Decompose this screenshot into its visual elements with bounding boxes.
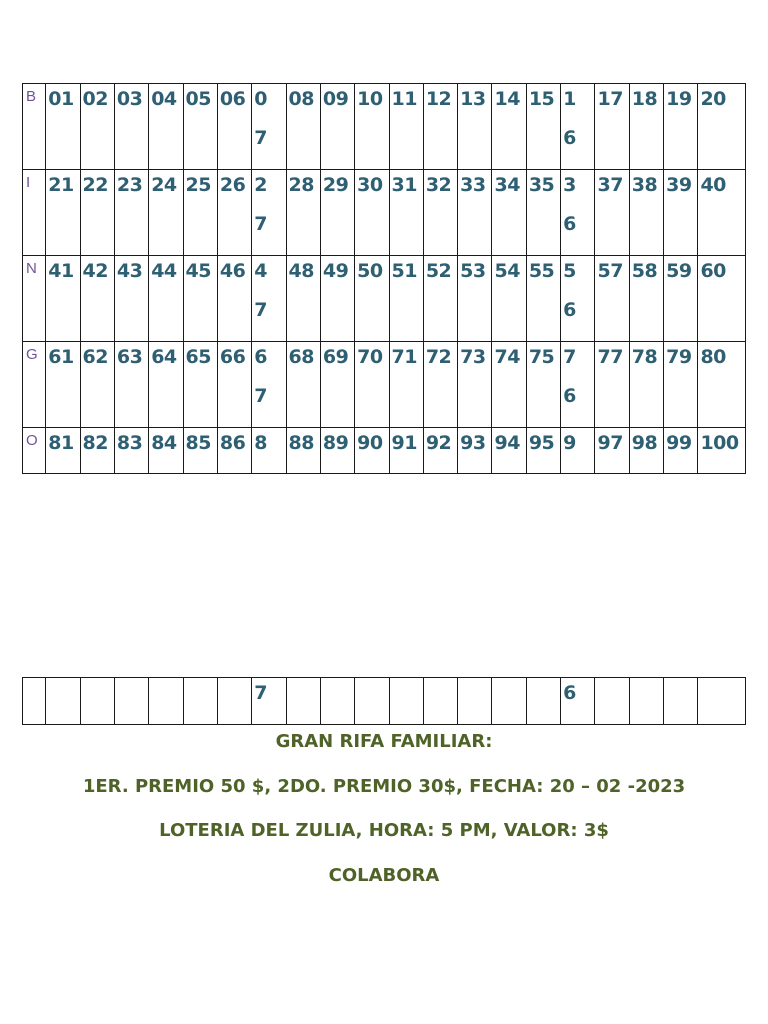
number-cell bbox=[595, 342, 629, 428]
lottery-details: LOTERIA DEL ZULIA, HORA: 5 PM, VALOR: 3$ bbox=[159, 820, 609, 841]
number-cell bbox=[217, 678, 251, 725]
number-cell bbox=[664, 428, 698, 474]
number-value: 64 bbox=[151, 346, 177, 368]
number-cell bbox=[458, 170, 492, 256]
number-value: 83 bbox=[116, 432, 143, 454]
number-digit: 6 bbox=[563, 385, 577, 407]
number-value: 10 bbox=[357, 88, 383, 110]
bingo-row bbox=[23, 170, 746, 256]
number-value: 63 bbox=[116, 346, 143, 368]
number-value: 20 bbox=[700, 88, 726, 110]
number-cell bbox=[389, 342, 423, 428]
number-cell bbox=[389, 256, 423, 342]
number-value: 24 bbox=[151, 174, 177, 196]
number-value: 68 bbox=[288, 346, 314, 368]
number-value bbox=[595, 678, 628, 682]
number-cell bbox=[252, 170, 286, 256]
number-cell bbox=[217, 256, 251, 342]
number-cell bbox=[664, 170, 698, 256]
wrapped-number bbox=[561, 84, 594, 159]
number-cell bbox=[183, 342, 217, 428]
number-value bbox=[390, 678, 423, 682]
number-value: 81 bbox=[48, 432, 74, 454]
number-digit: 7 bbox=[254, 299, 268, 321]
number-cell bbox=[183, 170, 217, 256]
wrapped-number bbox=[561, 342, 594, 417]
number-cell bbox=[561, 84, 595, 170]
number-cell bbox=[629, 84, 663, 170]
number-cell bbox=[114, 678, 148, 725]
number-value: 91 bbox=[391, 432, 417, 454]
number-cell bbox=[389, 84, 423, 170]
bingo-letter: G bbox=[26, 346, 38, 363]
number-value bbox=[321, 678, 354, 682]
number-cell bbox=[698, 170, 746, 256]
number-cell bbox=[526, 170, 560, 256]
number-cell bbox=[595, 170, 629, 256]
number-cell bbox=[526, 342, 560, 428]
number-value: 90 bbox=[357, 432, 383, 454]
number-cell bbox=[217, 84, 251, 170]
number-cell bbox=[149, 170, 183, 256]
number-value: 38 bbox=[631, 174, 658, 196]
wrapped-number bbox=[252, 170, 285, 245]
number-value: 60 bbox=[700, 260, 726, 282]
number-value: 55 bbox=[528, 260, 555, 282]
number-value: 51 bbox=[391, 260, 417, 282]
number-value: 8 bbox=[254, 432, 267, 454]
number-cell bbox=[80, 678, 114, 725]
number-cell bbox=[698, 256, 746, 342]
number-value: 77 bbox=[597, 346, 623, 368]
number-value: 71 bbox=[391, 346, 417, 368]
number-cell bbox=[629, 256, 663, 342]
number-value bbox=[698, 678, 745, 682]
number-value: 59 bbox=[666, 260, 692, 282]
number-value: 13 bbox=[460, 88, 486, 110]
number-cell bbox=[46, 342, 80, 428]
number-digit: 7 bbox=[254, 127, 268, 149]
bingo-row bbox=[23, 342, 746, 428]
raffle-title: GRAN RIFA FAMILIAR: bbox=[275, 731, 493, 752]
number-value: 66 bbox=[219, 346, 246, 368]
number-cell bbox=[320, 256, 354, 342]
number-cell bbox=[561, 170, 595, 256]
number-value: 21 bbox=[48, 174, 74, 196]
number-cell bbox=[149, 84, 183, 170]
number-cell bbox=[664, 256, 698, 342]
number-value: 65 bbox=[185, 346, 211, 368]
number-value: 11 bbox=[391, 88, 417, 110]
number-cell bbox=[114, 428, 148, 474]
number-value: 05 bbox=[185, 88, 211, 110]
number-cell bbox=[114, 84, 148, 170]
number-cell bbox=[46, 170, 80, 256]
number-value bbox=[630, 678, 663, 682]
number-value: 6 bbox=[563, 682, 576, 704]
number-value: 37 bbox=[597, 174, 623, 196]
number-value: 22 bbox=[82, 174, 108, 196]
number-cell bbox=[320, 342, 354, 428]
number-cell bbox=[46, 84, 80, 170]
number-cell bbox=[286, 342, 320, 428]
number-value: 86 bbox=[219, 432, 246, 454]
number-cell bbox=[217, 342, 251, 428]
number-cell bbox=[355, 428, 389, 474]
number-value: 15 bbox=[528, 88, 555, 110]
number-value: 79 bbox=[666, 346, 692, 368]
bingo-letter: N bbox=[26, 260, 37, 277]
number-cell bbox=[286, 170, 320, 256]
number-value: 78 bbox=[631, 346, 658, 368]
number-value: 02 bbox=[82, 88, 108, 110]
number-value bbox=[184, 678, 217, 682]
number-cell bbox=[80, 84, 114, 170]
number-value: 19 bbox=[666, 88, 692, 110]
number-digit: 1 bbox=[563, 88, 577, 110]
number-value: 89 bbox=[322, 432, 349, 454]
number-cell bbox=[286, 256, 320, 342]
number-cell bbox=[46, 678, 80, 725]
number-cell bbox=[286, 678, 320, 725]
number-cell bbox=[46, 256, 80, 342]
bingo-letter: B bbox=[26, 88, 37, 105]
number-cell bbox=[561, 256, 595, 342]
number-value: 03 bbox=[116, 88, 143, 110]
number-cell bbox=[149, 428, 183, 474]
number-value: 48 bbox=[288, 260, 314, 282]
number-cell bbox=[561, 342, 595, 428]
number-cell bbox=[423, 170, 457, 256]
number-digit: 7 bbox=[254, 213, 268, 235]
number-value: 88 bbox=[288, 432, 314, 454]
number-cell bbox=[492, 170, 526, 256]
prize-details: 1ER. PREMIO 50 $, 2DO. PREMIO 30$, FECHA: 20 – 02 -2023 bbox=[82, 776, 686, 797]
number-value: 62 bbox=[82, 346, 108, 368]
number-value: 92 bbox=[425, 432, 452, 454]
number-cell bbox=[629, 170, 663, 256]
number-value bbox=[81, 678, 114, 682]
number-cell bbox=[114, 170, 148, 256]
wrapped-number bbox=[252, 342, 285, 417]
number-value: 14 bbox=[494, 88, 520, 110]
number-cell bbox=[252, 342, 286, 428]
number-value: 34 bbox=[494, 174, 520, 196]
number-value bbox=[115, 678, 148, 682]
bingo-number-grid bbox=[22, 83, 746, 474]
letter-cell bbox=[23, 678, 46, 725]
number-digit: 6 bbox=[563, 299, 577, 321]
number-cell bbox=[629, 342, 663, 428]
number-value: 29 bbox=[322, 174, 349, 196]
number-digit: 4 bbox=[254, 260, 268, 282]
number-cell bbox=[458, 428, 492, 474]
number-cell bbox=[355, 256, 389, 342]
number-value: 44 bbox=[151, 260, 177, 282]
number-cell bbox=[252, 428, 286, 474]
number-value bbox=[458, 678, 491, 682]
number-cell bbox=[114, 342, 148, 428]
number-value bbox=[527, 678, 560, 682]
number-value: 33 bbox=[460, 174, 486, 196]
number-digit: 6 bbox=[563, 213, 577, 235]
number-cell bbox=[80, 256, 114, 342]
number-value: 18 bbox=[631, 88, 658, 110]
bingo-letter: I bbox=[26, 174, 31, 191]
number-value: 25 bbox=[185, 174, 211, 196]
number-cell bbox=[46, 428, 80, 474]
collaborate-text: COLABORA bbox=[328, 865, 440, 886]
number-value bbox=[149, 678, 182, 682]
bingo-letter: O bbox=[26, 432, 38, 449]
number-cell bbox=[664, 342, 698, 428]
overflow-row bbox=[23, 678, 746, 725]
number-value: 61 bbox=[48, 346, 74, 368]
number-value bbox=[355, 678, 388, 682]
number-cell bbox=[526, 428, 560, 474]
number-cell bbox=[629, 428, 663, 474]
number-cell bbox=[183, 256, 217, 342]
bingo-row bbox=[23, 428, 746, 474]
number-value: 06 bbox=[219, 88, 246, 110]
number-cell bbox=[458, 84, 492, 170]
number-digit: 7 bbox=[254, 385, 268, 407]
number-cell bbox=[355, 84, 389, 170]
number-cell bbox=[320, 428, 354, 474]
number-cell bbox=[320, 170, 354, 256]
number-cell bbox=[595, 256, 629, 342]
number-digit: 2 bbox=[254, 174, 268, 196]
number-value: 82 bbox=[82, 432, 108, 454]
bingo-row bbox=[23, 256, 746, 342]
number-cell bbox=[698, 428, 746, 474]
number-cell bbox=[458, 256, 492, 342]
number-value: 50 bbox=[357, 260, 383, 282]
number-value: 08 bbox=[288, 88, 314, 110]
number-cell bbox=[423, 678, 457, 725]
number-value: 09 bbox=[322, 88, 349, 110]
number-cell bbox=[492, 84, 526, 170]
number-cell bbox=[595, 84, 629, 170]
number-value: 9 bbox=[563, 432, 576, 454]
number-cell bbox=[320, 84, 354, 170]
number-cell bbox=[492, 428, 526, 474]
number-value: 30 bbox=[357, 174, 383, 196]
number-cell bbox=[252, 256, 286, 342]
number-value: 95 bbox=[528, 432, 555, 454]
number-value: 94 bbox=[494, 432, 520, 454]
number-cell bbox=[149, 256, 183, 342]
number-value: 04 bbox=[151, 88, 177, 110]
letter-cell bbox=[23, 84, 46, 170]
number-cell bbox=[355, 678, 389, 725]
overflow-row-grid bbox=[22, 677, 746, 725]
number-cell bbox=[698, 84, 746, 170]
number-cell bbox=[252, 678, 286, 725]
number-value bbox=[424, 678, 457, 682]
number-value: 98 bbox=[631, 432, 658, 454]
number-value: 42 bbox=[82, 260, 108, 282]
number-cell bbox=[698, 678, 746, 725]
letter-cell bbox=[23, 342, 46, 428]
number-value: 57 bbox=[597, 260, 623, 282]
number-digit: 6 bbox=[563, 127, 577, 149]
wrapped-number bbox=[561, 256, 594, 331]
number-cell bbox=[389, 428, 423, 474]
number-cell bbox=[664, 678, 698, 725]
number-value: 43 bbox=[116, 260, 143, 282]
number-value: 40 bbox=[700, 174, 726, 196]
letter-cell bbox=[23, 170, 46, 256]
number-cell bbox=[355, 170, 389, 256]
number-value: 97 bbox=[597, 432, 623, 454]
number-value: 41 bbox=[48, 260, 74, 282]
number-cell bbox=[149, 342, 183, 428]
number-cell bbox=[286, 84, 320, 170]
number-cell bbox=[355, 342, 389, 428]
number-cell bbox=[561, 428, 595, 474]
number-cell bbox=[664, 84, 698, 170]
number-value: 31 bbox=[391, 174, 417, 196]
number-digit: 6 bbox=[254, 346, 268, 368]
number-value: 7 bbox=[254, 682, 267, 704]
number-cell bbox=[423, 84, 457, 170]
number-cell bbox=[149, 678, 183, 725]
number-value: 46 bbox=[219, 260, 246, 282]
number-value: 53 bbox=[460, 260, 486, 282]
wrapped-number bbox=[252, 84, 285, 159]
number-value: 70 bbox=[357, 346, 383, 368]
number-value: 28 bbox=[288, 174, 314, 196]
number-cell bbox=[595, 428, 629, 474]
number-value: 69 bbox=[322, 346, 349, 368]
number-digit: 0 bbox=[254, 88, 268, 110]
number-cell bbox=[629, 678, 663, 725]
number-cell bbox=[286, 428, 320, 474]
number-value: 73 bbox=[460, 346, 486, 368]
letter-cell bbox=[23, 428, 46, 474]
number-cell bbox=[217, 428, 251, 474]
number-cell bbox=[492, 678, 526, 725]
wrapped-number bbox=[561, 170, 594, 245]
number-cell bbox=[526, 678, 560, 725]
number-cell bbox=[526, 256, 560, 342]
number-value: 52 bbox=[425, 260, 452, 282]
number-cell bbox=[389, 170, 423, 256]
number-value: 17 bbox=[597, 88, 623, 110]
number-value: 100 bbox=[700, 432, 739, 454]
number-cell bbox=[183, 428, 217, 474]
number-value: 80 bbox=[700, 346, 726, 368]
number-value bbox=[46, 678, 79, 682]
bingo-row bbox=[23, 84, 746, 170]
number-value: 26 bbox=[219, 174, 246, 196]
number-value: 45 bbox=[185, 260, 211, 282]
number-cell bbox=[80, 428, 114, 474]
number-cell bbox=[80, 170, 114, 256]
number-cell bbox=[492, 256, 526, 342]
number-value: 72 bbox=[425, 346, 452, 368]
number-cell bbox=[114, 256, 148, 342]
number-cell bbox=[217, 170, 251, 256]
number-value: 12 bbox=[425, 88, 452, 110]
number-cell bbox=[252, 84, 286, 170]
number-value bbox=[287, 678, 320, 682]
number-value: 32 bbox=[425, 174, 452, 196]
number-cell bbox=[423, 256, 457, 342]
number-digit: 5 bbox=[563, 260, 577, 282]
number-value: 01 bbox=[48, 88, 74, 110]
number-value bbox=[218, 678, 251, 682]
number-value: 23 bbox=[116, 174, 143, 196]
number-cell bbox=[492, 342, 526, 428]
number-cell bbox=[389, 678, 423, 725]
number-value: 85 bbox=[185, 432, 211, 454]
number-cell bbox=[183, 84, 217, 170]
number-cell bbox=[320, 678, 354, 725]
letter-cell bbox=[23, 256, 46, 342]
number-value: 39 bbox=[666, 174, 692, 196]
wrapped-number bbox=[252, 256, 285, 331]
number-cell bbox=[595, 678, 629, 725]
number-value: 99 bbox=[666, 432, 692, 454]
number-cell bbox=[80, 342, 114, 428]
number-value: 58 bbox=[631, 260, 658, 282]
number-digit: 3 bbox=[563, 174, 577, 196]
number-value: 49 bbox=[322, 260, 349, 282]
number-digit: 7 bbox=[563, 346, 577, 368]
bingo-letter bbox=[23, 678, 45, 682]
number-value: 84 bbox=[151, 432, 177, 454]
number-value: 35 bbox=[528, 174, 555, 196]
number-cell bbox=[423, 428, 457, 474]
number-value: 75 bbox=[528, 346, 555, 368]
number-cell bbox=[458, 342, 492, 428]
number-cell bbox=[526, 84, 560, 170]
number-value: 74 bbox=[494, 346, 520, 368]
number-value bbox=[664, 678, 697, 682]
number-cell bbox=[698, 342, 746, 428]
number-cell bbox=[561, 678, 595, 725]
number-cell bbox=[423, 342, 457, 428]
number-value: 93 bbox=[460, 432, 486, 454]
number-cell bbox=[458, 678, 492, 725]
number-cell bbox=[183, 678, 217, 725]
number-value: 54 bbox=[494, 260, 520, 282]
number-value bbox=[492, 678, 525, 682]
